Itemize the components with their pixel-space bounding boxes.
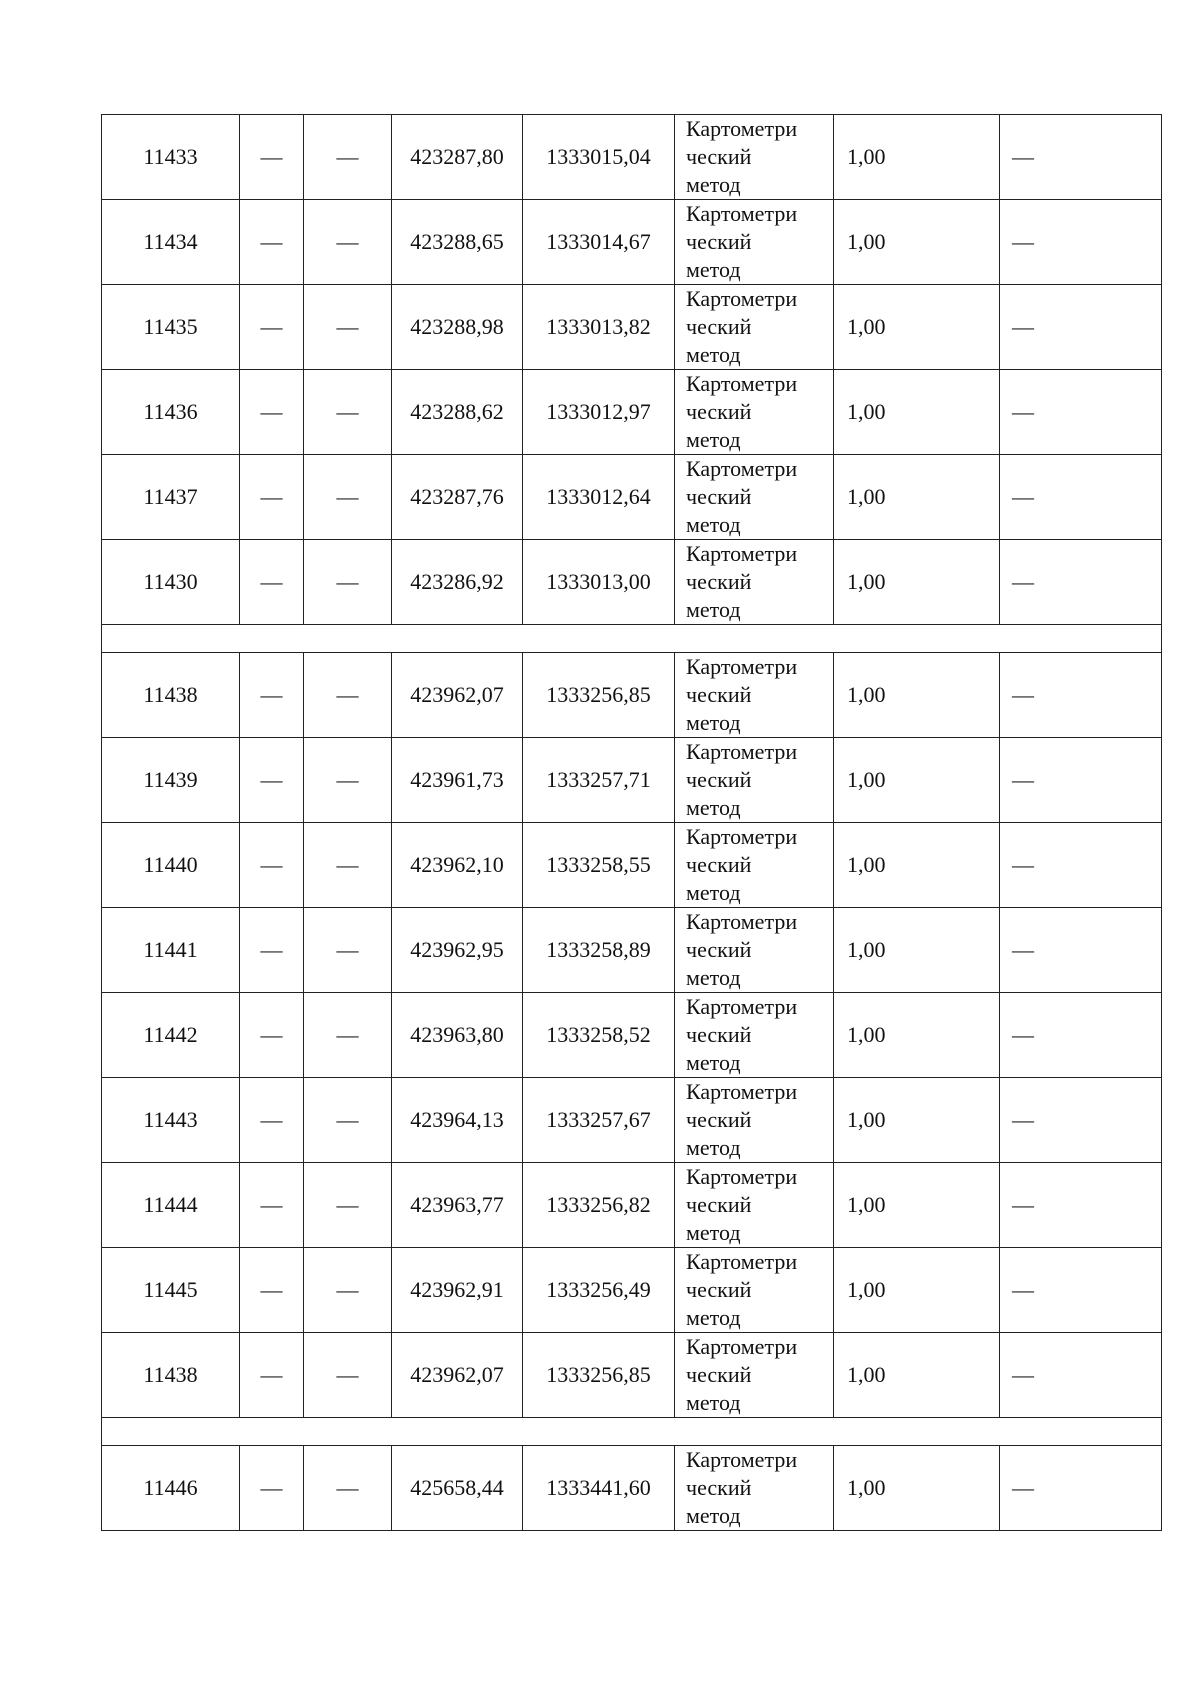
point-number-cell: 11441 (102, 908, 240, 993)
x-coordinate-cell: 423288,98 (392, 285, 523, 370)
method-cell (675, 370, 834, 455)
table-row (102, 540, 1162, 625)
empty-value-cell: — (240, 993, 304, 1078)
method-text-line: метод (686, 1390, 741, 1415)
x-coordinate-cell: 423287,76 (392, 455, 523, 540)
description-cell: — (1000, 1248, 1162, 1333)
table-row (102, 200, 1162, 285)
accuracy-cell: 1,00 (834, 540, 1000, 625)
empty-value-cell: — (240, 1446, 304, 1531)
empty-value-cell: — (240, 1333, 304, 1418)
method-cell (675, 1248, 834, 1333)
method-text-line: Картометри (686, 116, 798, 141)
x-coordinate-cell: 423962,07 (392, 1333, 523, 1418)
empty-value-cell: — (304, 653, 392, 738)
description-cell: — (1000, 540, 1162, 625)
point-number-cell: 11443 (102, 1078, 240, 1163)
empty-value-cell: — (304, 1248, 392, 1333)
method-cell (675, 993, 834, 1078)
empty-value-cell: — (240, 200, 304, 285)
accuracy-cell: 1,00 (834, 1163, 1000, 1248)
method-text-line: ческий (686, 399, 752, 424)
description-cell: — (1000, 993, 1162, 1078)
method-text-line: ческий (686, 484, 752, 509)
y-coordinate-cell: 1333013,82 (523, 285, 675, 370)
method-text-line: Картометри (686, 456, 798, 481)
x-coordinate-cell: 423963,77 (392, 1163, 523, 1248)
group-separator-cell (102, 625, 1162, 653)
point-number-cell: 11438 (102, 653, 240, 738)
table-row (102, 823, 1162, 908)
method-text-line: ческий (686, 937, 752, 962)
method-text-line: ческий (686, 314, 752, 339)
empty-value-cell: — (304, 455, 392, 540)
y-coordinate-cell: 1333013,00 (523, 540, 675, 625)
empty-value-cell: — (304, 1163, 392, 1248)
empty-value-cell: — (304, 823, 392, 908)
description-cell: — (1000, 455, 1162, 540)
empty-value-cell: — (240, 540, 304, 625)
method-text-line: Картометри (686, 201, 798, 226)
x-coordinate-cell: 423962,91 (392, 1248, 523, 1333)
method-cell (675, 540, 834, 625)
table-row (102, 1078, 1162, 1163)
group-separator-cell (102, 1418, 1162, 1446)
y-coordinate-cell: 1333256,49 (523, 1248, 675, 1333)
accuracy-cell: 1,00 (834, 993, 1000, 1078)
accuracy-cell: 1,00 (834, 823, 1000, 908)
x-coordinate-cell: 423964,13 (392, 1078, 523, 1163)
x-coordinate-cell: 425658,44 (392, 1446, 523, 1531)
point-number-cell: 11433 (102, 115, 240, 200)
x-coordinate-cell: 423961,73 (392, 738, 523, 823)
point-number-cell: 11439 (102, 738, 240, 823)
empty-value-cell: — (240, 653, 304, 738)
x-coordinate-cell: 423962,95 (392, 908, 523, 993)
y-coordinate-cell: 1333258,55 (523, 823, 675, 908)
accuracy-cell: 1,00 (834, 1333, 1000, 1418)
y-coordinate-cell: 1333441,60 (523, 1446, 675, 1531)
empty-value-cell: — (240, 1163, 304, 1248)
table-row (102, 115, 1162, 200)
method-text-line: метод (686, 1305, 741, 1330)
method-cell (675, 738, 834, 823)
method-text-line: ческий (686, 1107, 752, 1132)
method-text-line: Картометри (686, 909, 798, 934)
accuracy-cell: 1,00 (834, 370, 1000, 455)
point-number-cell: 11442 (102, 993, 240, 1078)
table-row (102, 370, 1162, 455)
description-cell: — (1000, 908, 1162, 993)
empty-value-cell: — (304, 370, 392, 455)
empty-value-cell: — (304, 1078, 392, 1163)
method-text-line: Картометри (686, 286, 798, 311)
y-coordinate-cell: 1333258,52 (523, 993, 675, 1078)
accuracy-cell: 1,00 (834, 1078, 1000, 1163)
empty-value-cell: — (304, 908, 392, 993)
description-cell: — (1000, 370, 1162, 455)
method-text-line: ческий (686, 1475, 752, 1500)
table-row (102, 653, 1162, 738)
empty-value-cell: — (304, 1446, 392, 1531)
empty-value-cell: — (304, 200, 392, 285)
method-text-line: метод (686, 597, 741, 622)
method-text-line: ческий (686, 1362, 752, 1387)
x-coordinate-cell: 423286,92 (392, 540, 523, 625)
method-text-line: ческий (686, 1022, 752, 1047)
table-row (102, 1248, 1162, 1333)
method-text-line: метод (686, 172, 741, 197)
method-text-line: ческий (686, 1192, 752, 1217)
empty-value-cell: — (304, 115, 392, 200)
x-coordinate-cell: 423963,80 (392, 993, 523, 1078)
point-number-cell: 11435 (102, 285, 240, 370)
method-cell (675, 285, 834, 370)
point-number-cell: 11445 (102, 1248, 240, 1333)
method-text-line: Картометри (686, 1079, 798, 1104)
description-cell: — (1000, 1446, 1162, 1531)
accuracy-cell: 1,00 (834, 1248, 1000, 1333)
method-text-line: ческий (686, 682, 752, 707)
accuracy-cell: 1,00 (834, 285, 1000, 370)
empty-value-cell: — (240, 115, 304, 200)
empty-value-cell: — (240, 738, 304, 823)
method-cell (675, 115, 834, 200)
y-coordinate-cell: 1333257,67 (523, 1078, 675, 1163)
method-text-line: метод (686, 1050, 741, 1075)
method-text-line: Картометри (686, 1164, 798, 1189)
point-number-cell: 11444 (102, 1163, 240, 1248)
method-text-line: ческий (686, 767, 752, 792)
method-text-line: ческий (686, 852, 752, 877)
point-number-cell: 11440 (102, 823, 240, 908)
y-coordinate-cell: 1333256,85 (523, 653, 675, 738)
method-text-line: метод (686, 880, 741, 905)
y-coordinate-cell: 1333015,04 (523, 115, 675, 200)
table-row (102, 908, 1162, 993)
method-text-line: метод (686, 512, 741, 537)
description-cell: — (1000, 738, 1162, 823)
method-text-line: ческий (686, 569, 752, 594)
table-row (102, 738, 1162, 823)
empty-value-cell: — (304, 1333, 392, 1418)
method-cell (675, 455, 834, 540)
table-row (102, 285, 1162, 370)
accuracy-cell: 1,00 (834, 200, 1000, 285)
empty-value-cell: — (240, 285, 304, 370)
empty-value-cell: — (240, 1248, 304, 1333)
method-cell (675, 823, 834, 908)
method-text-line: ческий (686, 229, 752, 254)
empty-value-cell: — (304, 285, 392, 370)
x-coordinate-cell: 423288,62 (392, 370, 523, 455)
method-text-line: ческий (686, 1277, 752, 1302)
point-number-cell: 11438 (102, 1333, 240, 1418)
method-text-line: метод (686, 1135, 741, 1160)
method-text-line: Картометри (686, 654, 798, 679)
method-cell (675, 908, 834, 993)
group-separator-row (102, 625, 1162, 653)
accuracy-cell: 1,00 (834, 455, 1000, 540)
accuracy-cell: 1,00 (834, 115, 1000, 200)
description-cell: — (1000, 1163, 1162, 1248)
x-coordinate-cell: 423962,10 (392, 823, 523, 908)
method-text-line: Картометри (686, 1447, 798, 1472)
description-cell: — (1000, 823, 1162, 908)
point-number-cell: 11434 (102, 200, 240, 285)
method-cell (675, 1446, 834, 1531)
point-number-cell: 11436 (102, 370, 240, 455)
description-cell: — (1000, 285, 1162, 370)
point-number-cell: 11437 (102, 455, 240, 540)
y-coordinate-cell: 1333014,67 (523, 200, 675, 285)
method-cell (675, 1163, 834, 1248)
empty-value-cell: — (304, 738, 392, 823)
y-coordinate-cell: 1333012,97 (523, 370, 675, 455)
accuracy-cell: 1,00 (834, 653, 1000, 738)
empty-value-cell: — (304, 540, 392, 625)
table-row (102, 993, 1162, 1078)
group-separator-row (102, 1418, 1162, 1446)
y-coordinate-cell: 1333257,71 (523, 738, 675, 823)
method-text-line: Картометри (686, 824, 798, 849)
description-cell: — (1000, 1333, 1162, 1418)
empty-value-cell: — (240, 370, 304, 455)
x-coordinate-cell: 423287,80 (392, 115, 523, 200)
point-number-cell: 11446 (102, 1446, 240, 1531)
method-text-line: метод (686, 710, 741, 735)
description-cell: — (1000, 653, 1162, 738)
method-cell (675, 1078, 834, 1163)
method-text-line: метод (686, 1220, 741, 1245)
accuracy-cell: 1,00 (834, 738, 1000, 823)
method-text-line: метод (686, 427, 741, 452)
table-row (102, 455, 1162, 540)
method-text-line: метод (686, 795, 741, 820)
y-coordinate-cell: 1333256,82 (523, 1163, 675, 1248)
y-coordinate-cell: 1333012,64 (523, 455, 675, 540)
empty-value-cell: — (304, 993, 392, 1078)
table-row (102, 1333, 1162, 1418)
x-coordinate-cell: 423962,07 (392, 653, 523, 738)
empty-value-cell: — (240, 908, 304, 993)
coordinates-table (101, 114, 1162, 1531)
method-text-line: метод (686, 965, 741, 990)
description-cell: — (1000, 115, 1162, 200)
table-row (102, 1446, 1162, 1531)
method-text-line: Картометри (686, 994, 798, 1019)
empty-value-cell: — (240, 823, 304, 908)
method-text-line: метод (686, 1503, 741, 1528)
method-cell (675, 1333, 834, 1418)
table-body (102, 115, 1162, 1531)
method-text-line: Картометри (686, 739, 798, 764)
method-text-line: Картометри (686, 1334, 798, 1359)
accuracy-cell: 1,00 (834, 1446, 1000, 1531)
method-text-line: Картометри (686, 1249, 798, 1274)
y-coordinate-cell: 1333258,89 (523, 908, 675, 993)
point-number-cell: 11430 (102, 540, 240, 625)
description-cell: — (1000, 200, 1162, 285)
accuracy-cell: 1,00 (834, 908, 1000, 993)
method-cell (675, 653, 834, 738)
x-coordinate-cell: 423288,65 (392, 200, 523, 285)
description-cell: — (1000, 1078, 1162, 1163)
method-text-line: ческий (686, 144, 752, 169)
empty-value-cell: — (240, 455, 304, 540)
empty-value-cell: — (240, 1078, 304, 1163)
method-text-line: Картометри (686, 371, 798, 396)
method-text-line: метод (686, 342, 741, 367)
method-cell (675, 200, 834, 285)
method-text-line: метод (686, 257, 741, 282)
table-row (102, 1163, 1162, 1248)
method-text-line: Картометри (686, 541, 798, 566)
y-coordinate-cell: 1333256,85 (523, 1333, 675, 1418)
